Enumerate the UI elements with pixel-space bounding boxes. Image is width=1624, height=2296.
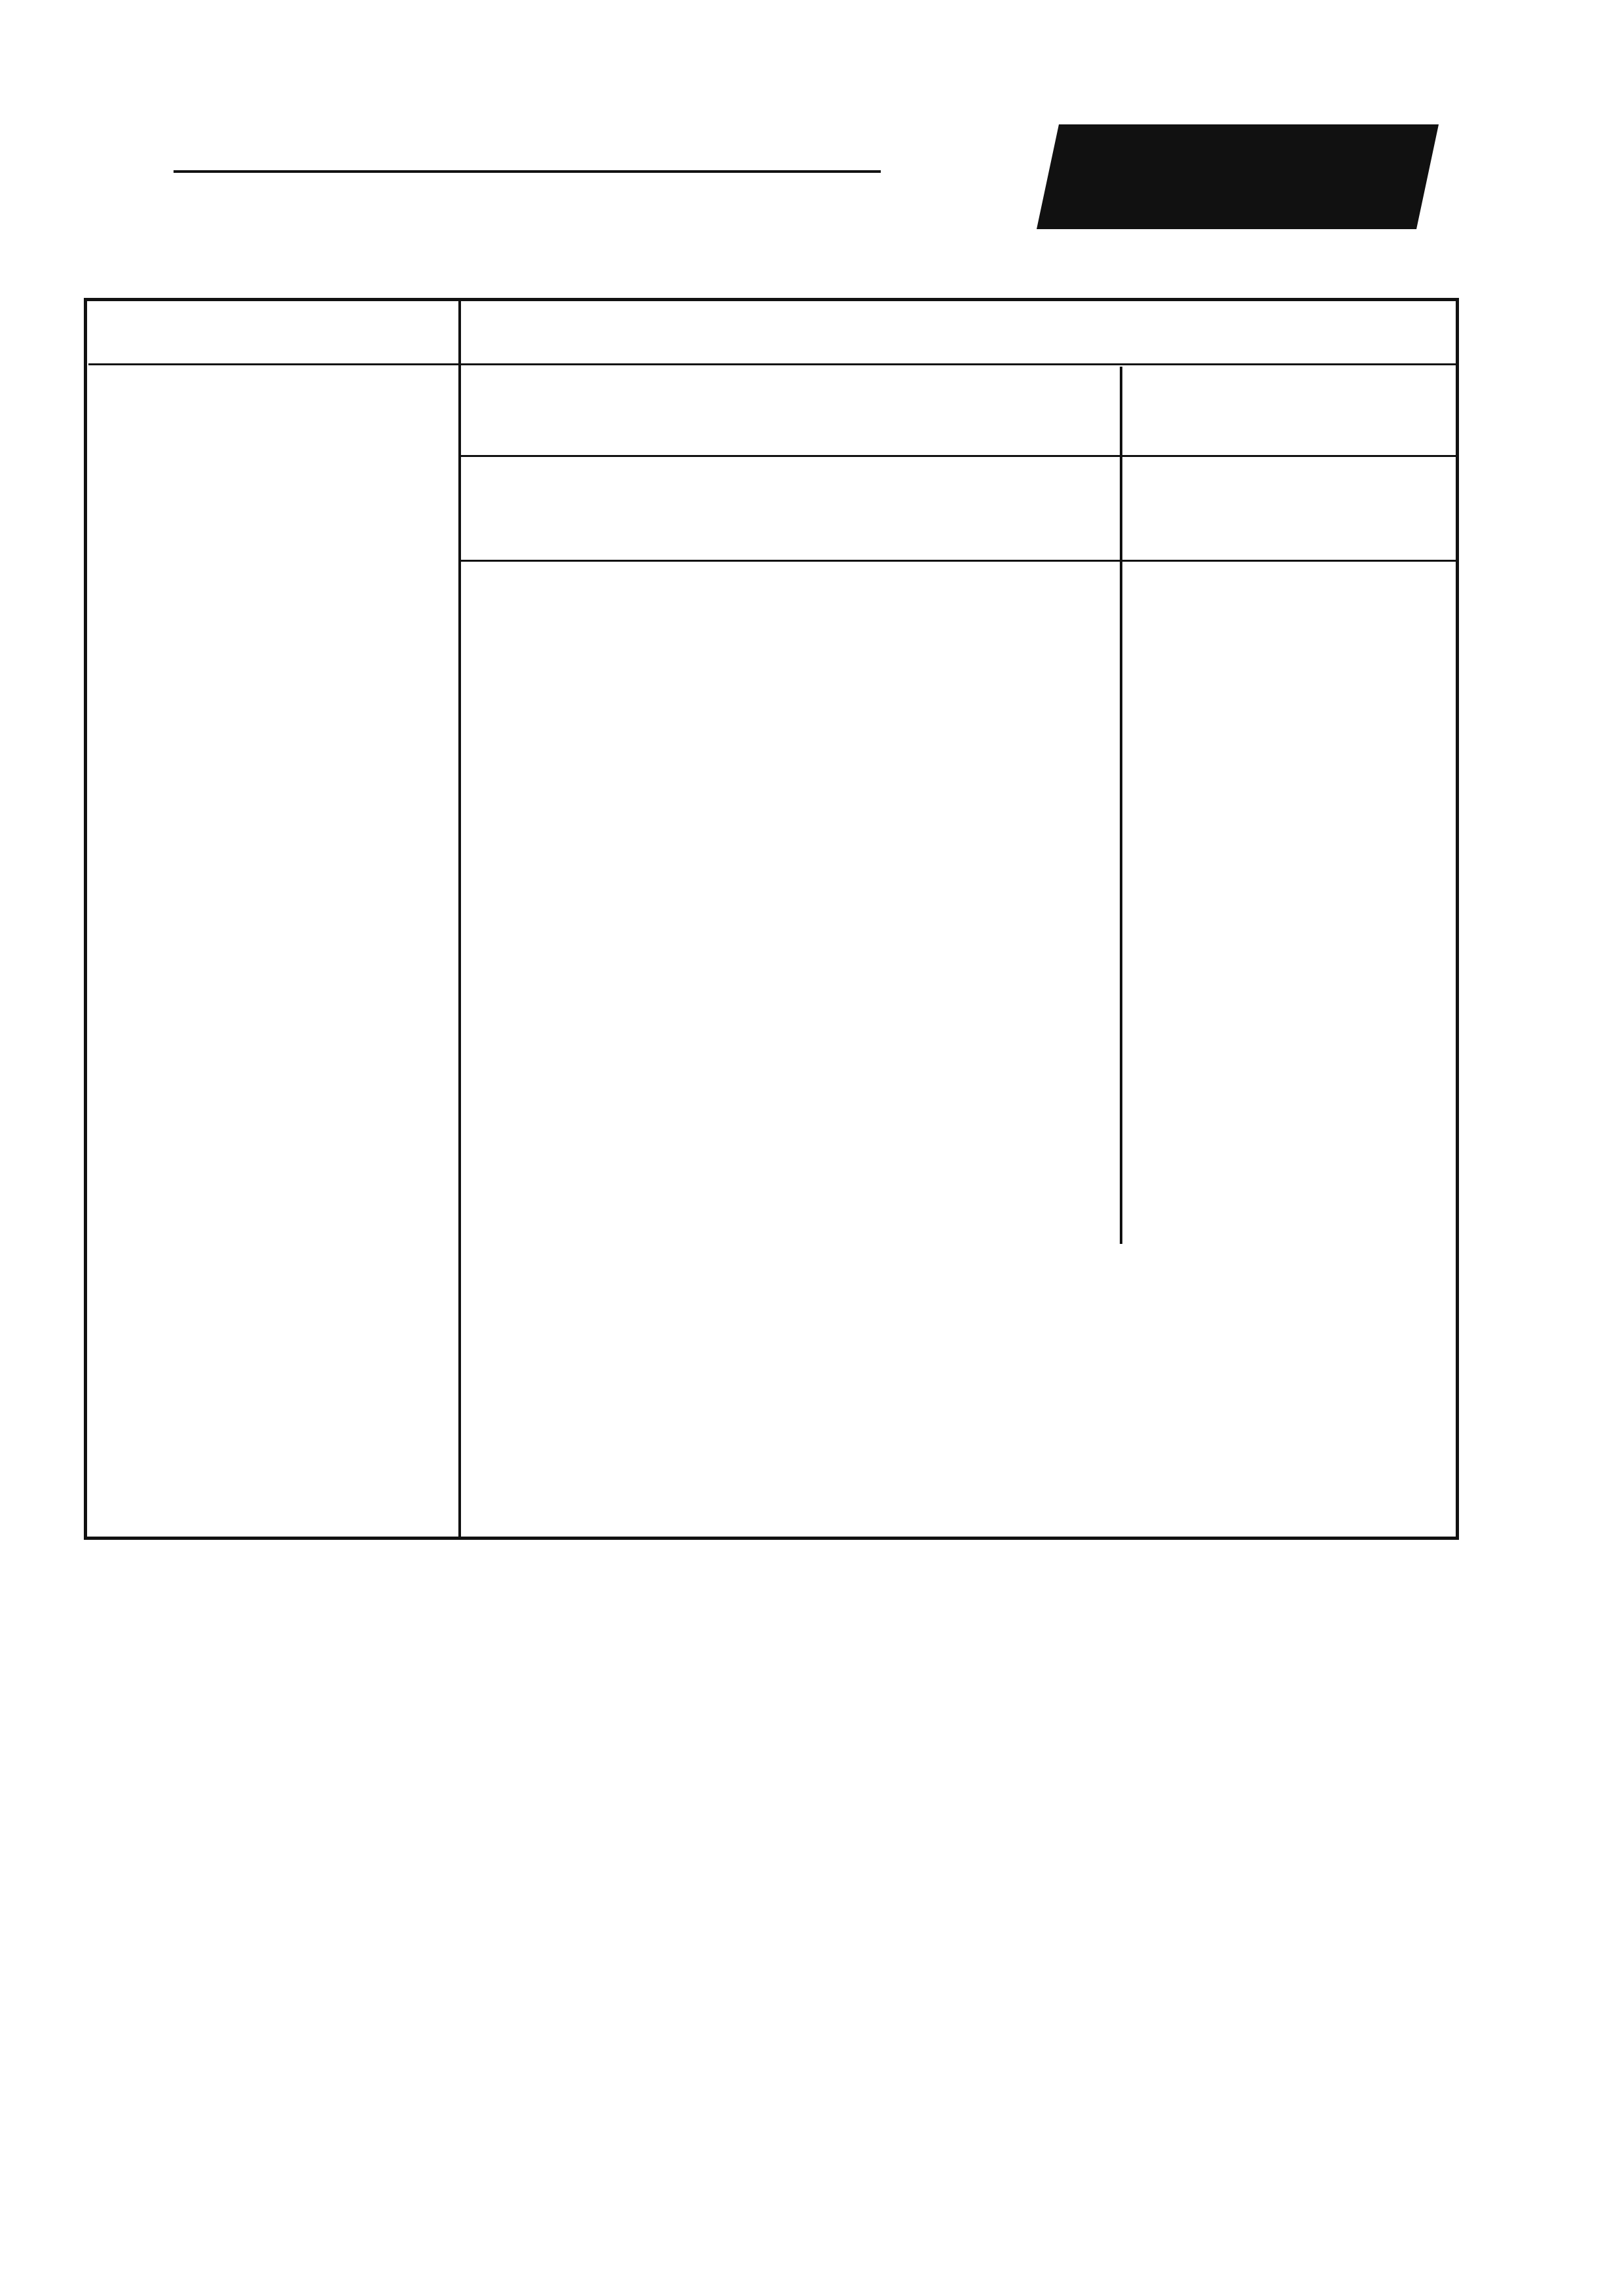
yad-vashem-logo [1037,124,1439,229]
form-frame [84,298,1459,1540]
